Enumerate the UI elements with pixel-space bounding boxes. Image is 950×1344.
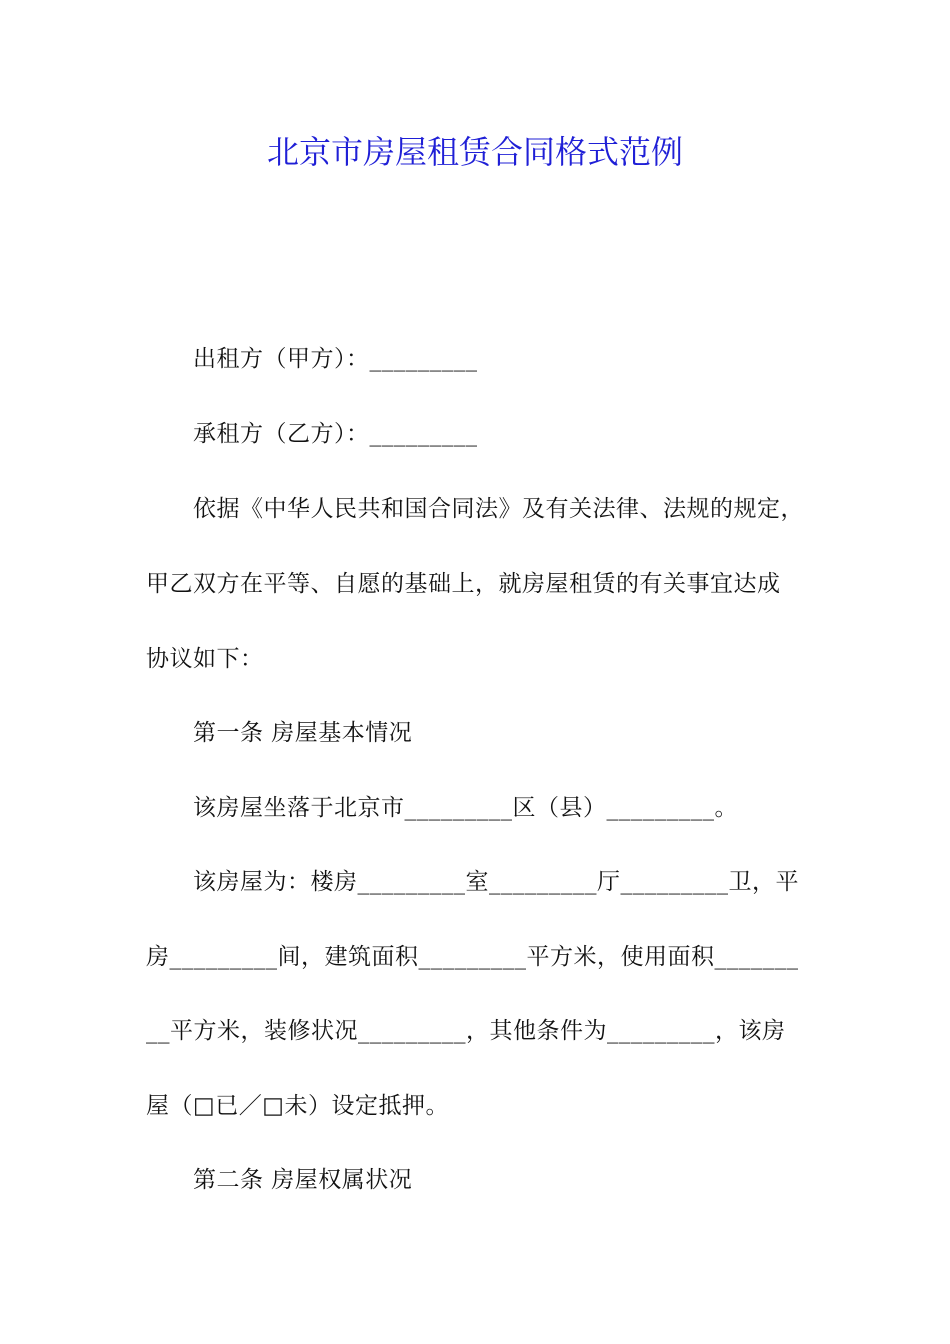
lessor-line: 出租方（甲方）：_________ bbox=[193, 346, 478, 372]
preamble-line-2: 甲乙双方在平等、自愿的基础上，就房屋租赁的有关事宜达成 bbox=[146, 571, 781, 597]
article-1-details-line-4: 屋（□已／□未）设定抵押。 bbox=[146, 1093, 449, 1119]
article-1-location: 该房屋坐落于北京市_________区（县）_________。 bbox=[193, 795, 738, 821]
preamble-line-1: 依据《中华人民共和国合同法》及有关法律、法规的规定， bbox=[193, 496, 804, 522]
preamble-line-3: 协议如下： bbox=[146, 646, 264, 672]
article-1-details-line-1: 该房屋为：楼房_________室_________厅_________卫，平 bbox=[193, 869, 799, 895]
article-1-heading: 第一条 房屋基本情况 bbox=[193, 720, 413, 746]
lessee-line: 承租方（乙方）：_________ bbox=[193, 421, 478, 447]
article-1-details-line-2: 房_________间，建筑面积_________平方米，使用面积_______ bbox=[146, 944, 799, 970]
article-1-details-line-3: __平方米，装修状况_________，其他条件为_________，该房 bbox=[146, 1018, 786, 1044]
page-title: 北京市房屋租赁合同格式范例 bbox=[266, 133, 683, 171]
article-2-heading: 第二条 房屋权属状况 bbox=[193, 1167, 413, 1193]
